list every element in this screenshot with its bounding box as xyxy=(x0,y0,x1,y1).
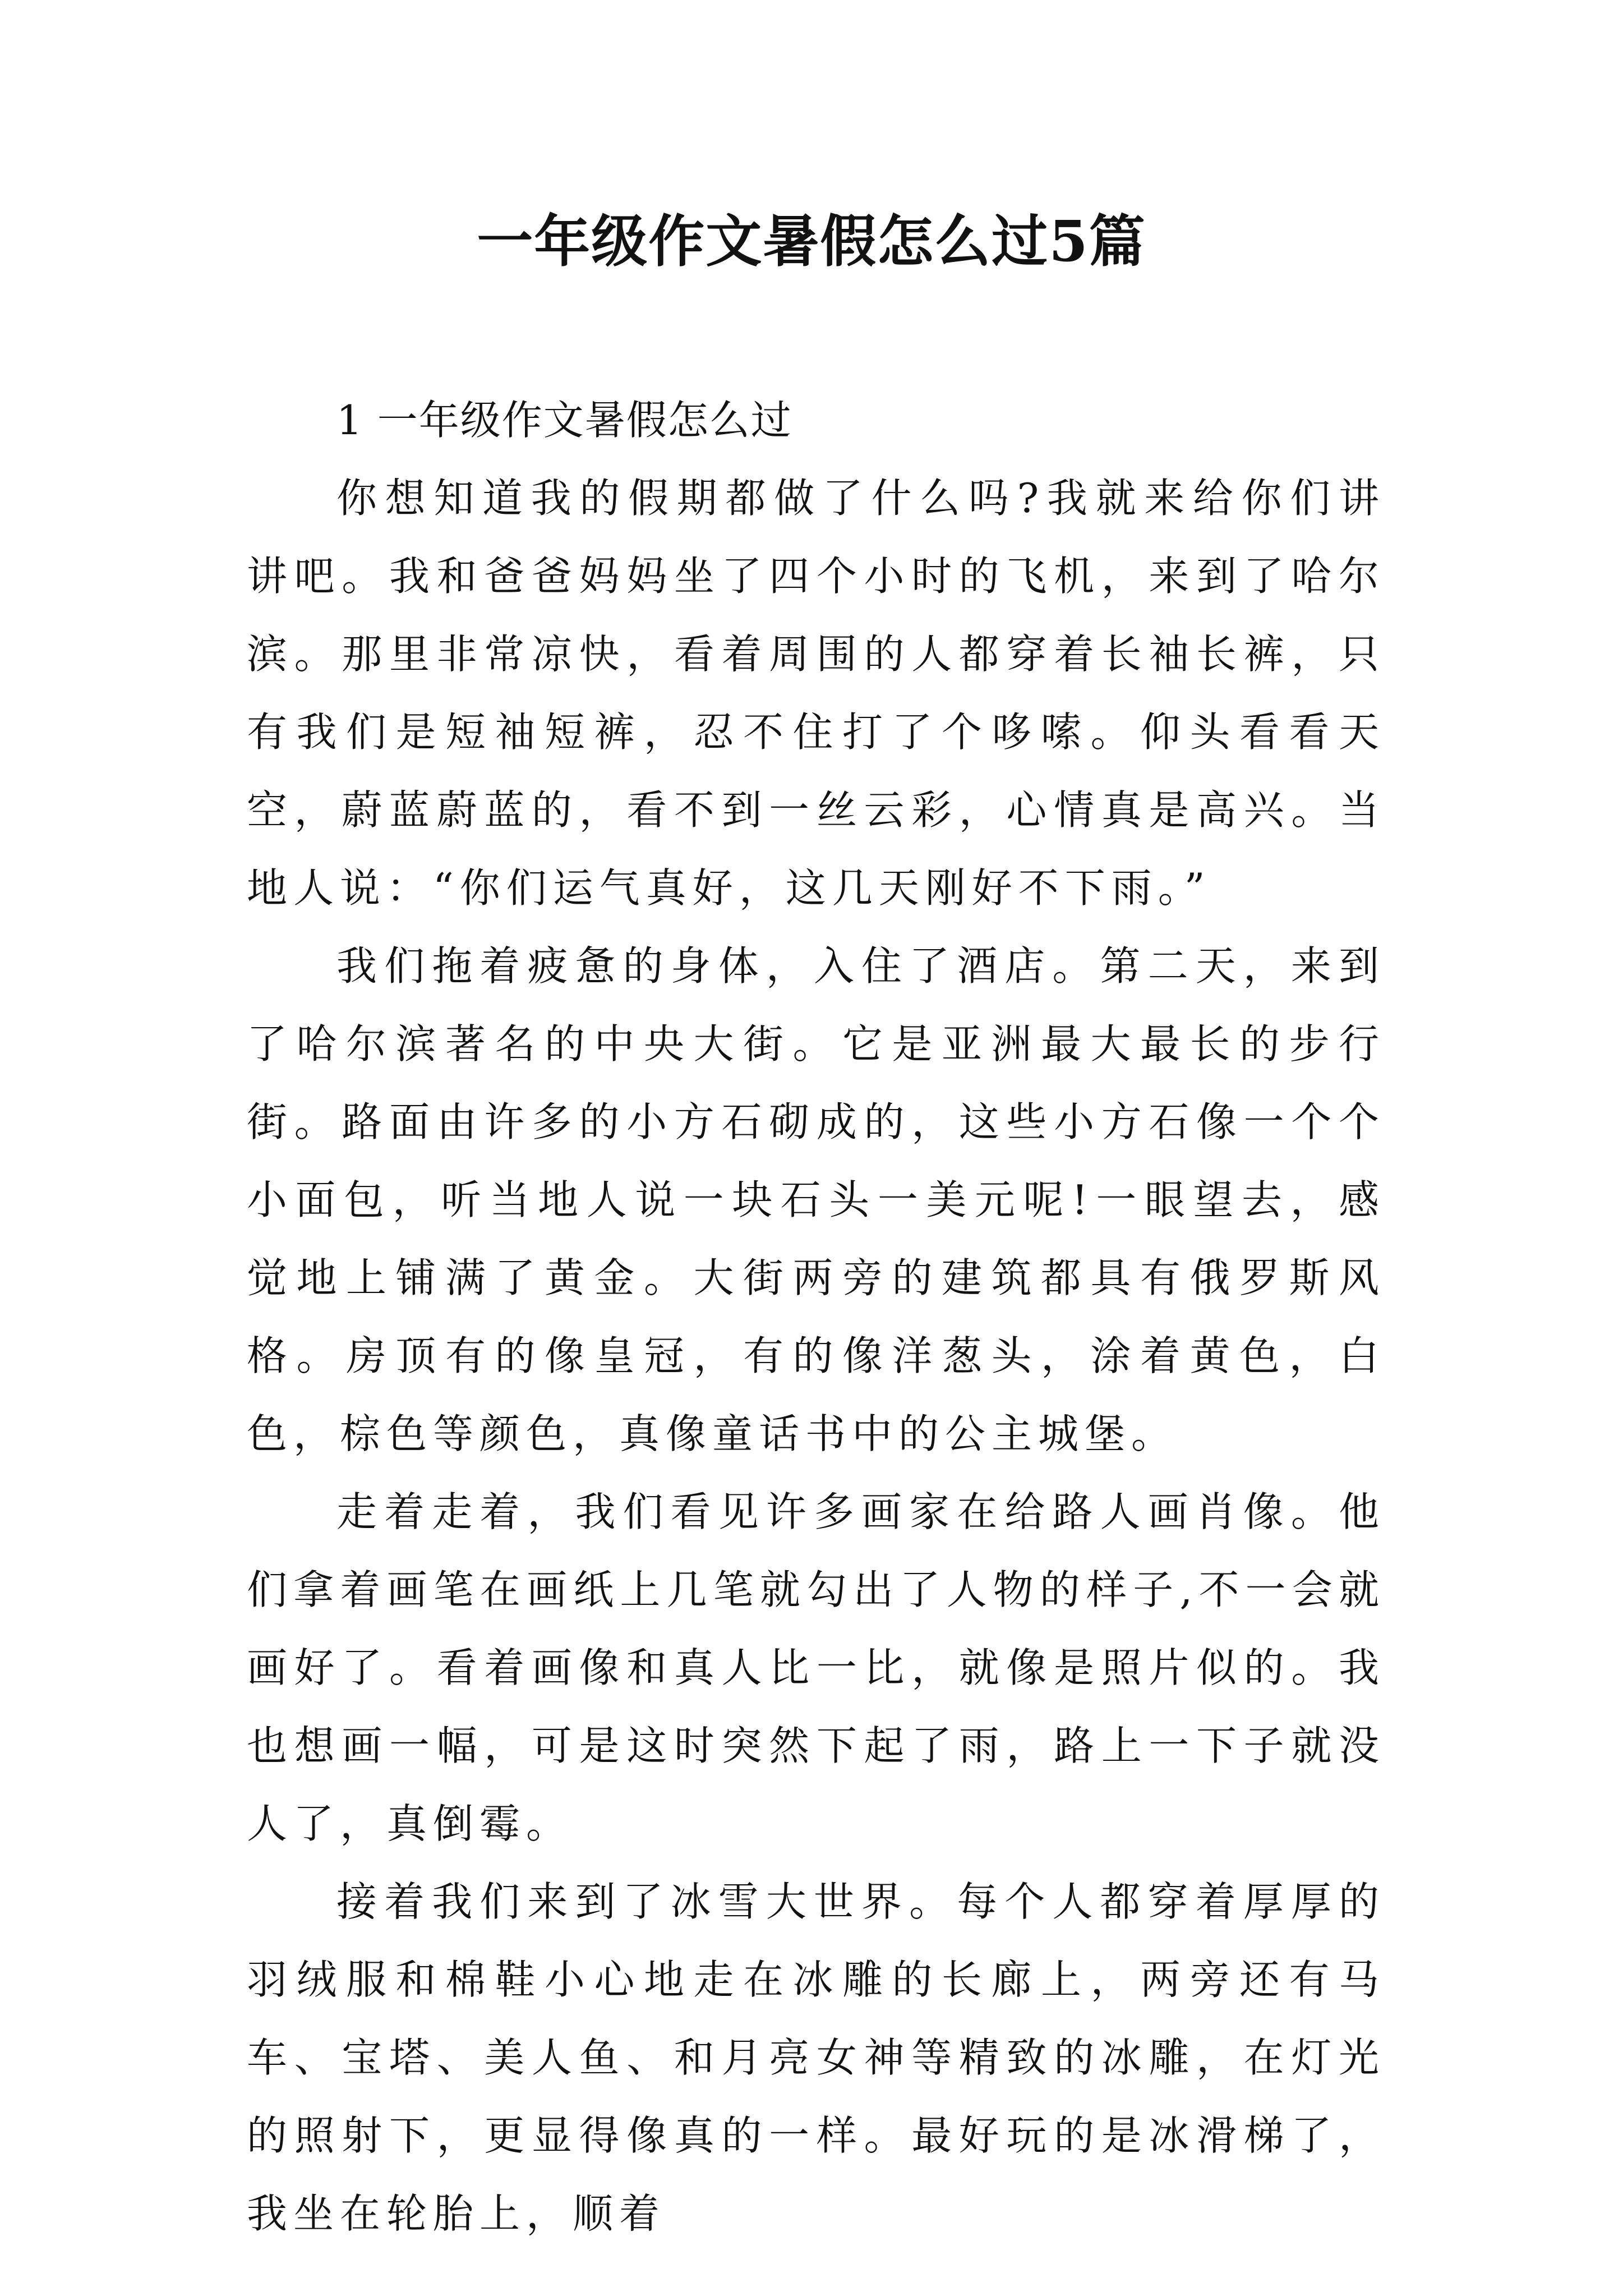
paragraph-2: 我们拖着疲惫的身体，入住了酒店。第二天，来到了哈尔滨著名的中央大街。它是亚洲最大最长的步行街。路面由许多的小方石砌成的，这些小方石像一个个小面包，听当地人说一块石头一美元呢!一眼望去，感觉地上铺满了黄金。大街两旁的建筑都具有俄罗斯风格。房顶有的像皇冠，有的像洋葱头，涂着黄色，白色，棕色等颜色，真像童话书中的公主城堡。 xyxy=(247,942,1385,1457)
paragraph-4: 接着我们来到了冰雪大世界。每个人都穿着厚厚的羽绒服和棉鞋小心地走在冰雕的长廊上，两旁还有马车、宝塔、美人鱼、和月亮女神等精致的冰雕，在灯光的照射下，更显得像真的一样。最好玩的是冰滑梯了，我坐在轮胎上，顺着 xyxy=(247,1878,1385,2237)
paragraph-3: 走着走着，我们看见许多画家在给路人画肖像。他们拿着画笔在画纸上几笔就勾出了人物的样子,不一会就画好了。看着画像和真人比一比，就像是照片似的。我也想画一幅，可是这时突然下起了雨，路上一下子就没人了，真倒霉。 xyxy=(247,1488,1385,1847)
document-title: 一年级作文暑假怎么过5篇 xyxy=(477,208,1146,274)
section-heading: 1 一年级作文暑假怎么过 xyxy=(336,397,792,444)
paragraph-1: 你想知道我的假期都做了什么吗?我就来给你们讲讲吧。我和爸爸妈妈坐了四个小时的飞机，来到了哈尔滨。那里非常凉快，看着周围的人都穿着长袖长裤，只有我们是短袖短裤，忍不住打了个哆嗦。仰头看看天空，蔚蓝蔚蓝的，看不到一丝云彩，心情真是高兴。当地人说：“你们运气真好，这几天刚好不下雨。” xyxy=(247,475,1385,912)
document-body xyxy=(247,381,1385,2253)
